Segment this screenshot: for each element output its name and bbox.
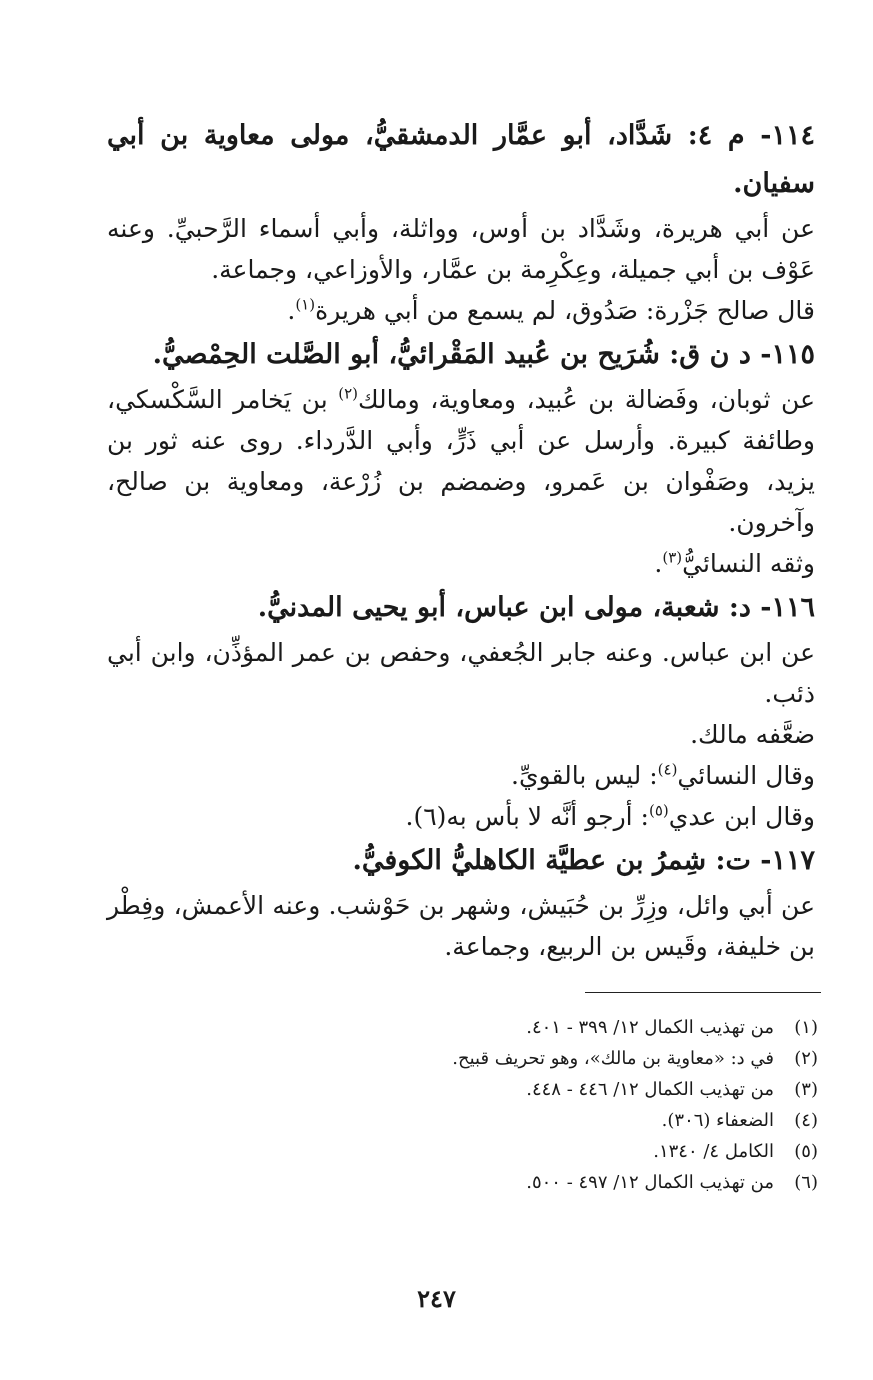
footnote-ref-3[interactable]: (٣) — [662, 548, 683, 567]
footnote-text: من تهذيب الكمال ١٢/ ٤٤٦ - ٤٤٨. — [526, 1079, 774, 1100]
entry-title-117: ١١٧- ت: شِمرُ بن عطيَّة الكاهليُّ الكوفيُّ. — [352, 845, 815, 876]
paragraph-tail: بن يَخامر السَّكْسكي، وطائفة كبيرة. وأرسل عن أبي ذَرٍّ، وأبي الدَّرداء. روى عنه ثور بن يزيد، وصَفْوان بن عَمرو، وضمضم بن زُرْعة، ومعاوية بن صالح، وآخرون. — [107, 385, 815, 537]
paragraph-tail: . — [287, 296, 296, 325]
footnote-ref-2[interactable]: (٢) — [338, 384, 358, 403]
footnote-number: (١) — [794, 1017, 818, 1038]
footnotes-list — [118, 1012, 818, 1198]
entry-title-114: ١١٤- م ٤: شَدَّاد، أبو عمَّار الدمشقيُّ، مولى معاوية بن أبي سفيان. — [107, 120, 815, 199]
footnote-ref-4[interactable]: (٤) — [657, 760, 678, 779]
entry-115-paragraph-1 — [107, 379, 815, 543]
footnote-text: الكامل ٤/ ١٣٤٠. — [653, 1141, 774, 1162]
entry-title-116: ١١٦- د: شعبة، مولى ابن عباس، أبو يحيى المدنيُّ. — [257, 592, 815, 623]
footnote-divider — [585, 992, 821, 993]
paragraph-text: قال صالح جَزْرة: صَدُوق، لم يسمع من أبي هريرة — [315, 296, 815, 325]
footnote-1 — [118, 1012, 818, 1043]
paragraph-tail: : أرجو أنَّه لا بأس به(٦). — [405, 802, 649, 831]
footnote-text: في د: «معاوية بن مالك»، وهو تحريف قبيح. — [452, 1048, 774, 1069]
entry-116-paragraph-2 — [107, 714, 815, 755]
footnote-5 — [118, 1136, 818, 1167]
paragraph-text: عن ثوبان، وفَضالة بن عُبيد، ومعاوية، ومالك — [357, 385, 815, 414]
paragraph-tail: : ليس بالقويِّ. — [511, 761, 658, 790]
footnote-text: من تهذيب الكمال ١٢/ ٣٩٩ - ٤٠١. — [526, 1017, 774, 1038]
entry-116-paragraph-1 — [107, 632, 815, 714]
paragraph-text: عن أبي هريرة، وشَدَّاد بن أوس، وواثلة، وأبي أسماء الرَّحبيِّ. وعنه عَوْف بن أبي جميلة، وعِكْرِمة بن عمَّار، والأوزاعي، وجماعة. — [107, 214, 815, 284]
footnote-ref-1[interactable]: (١) — [295, 295, 316, 314]
footnote-6 — [118, 1167, 818, 1198]
entry-117-paragraph-1 — [107, 885, 815, 967]
entry-115-paragraph-2 — [107, 543, 815, 584]
paragraph-text: عن أبي وائل، وزِرِّ بن حُبَيش، وشهر بن حَوْشب. وعنه الأعمش، وفِطْر بن خليفة، وقَيس بن الربيع، وجماعة. — [107, 891, 816, 961]
footnote-2 — [118, 1043, 818, 1074]
entry-116-paragraph-4 — [107, 796, 815, 837]
main-text — [107, 112, 815, 967]
paragraph-text: عن ابن عباس. وعنه جابر الجُعفي، وحفص بن عمر المؤذِّن، وابن أبي ذئب. — [107, 638, 815, 708]
footnote-ref-5[interactable]: (٥) — [648, 801, 669, 820]
footnote-number: (٤) — [794, 1110, 818, 1131]
paragraph-text: وقال ابن عدي — [668, 802, 815, 831]
footnote-number: (٢) — [794, 1048, 818, 1069]
page-number: ٢٤٧ — [417, 1284, 456, 1313]
paragraph-text: وثقه النسائيُّ — [682, 549, 815, 578]
footnote-3 — [118, 1074, 818, 1105]
footnote-text: الضعفاء (٣٠٦). — [661, 1110, 774, 1131]
entry-114-paragraph-2 — [107, 290, 815, 331]
entry-title-115: ١١٥- د ن ق: شُرَيح بن عُبيد المَقْرائيُّ، أبو الصَّلت الحِمْصيُّ. — [152, 339, 815, 370]
footnote-number: (٦) — [794, 1172, 818, 1193]
footnote-4 — [118, 1105, 818, 1136]
entry-116-paragraph-3 — [107, 755, 815, 796]
entry-114-paragraph-1 — [107, 208, 815, 290]
footnote-number: (٣) — [794, 1079, 818, 1100]
footnote-number: (٥) — [794, 1141, 818, 1162]
paragraph-text: ضعَّفه مالك. — [690, 720, 815, 749]
paragraph-tail: . — [654, 549, 663, 578]
paragraph-text: وقال النسائي — [677, 761, 815, 790]
footnote-text: من تهذيب الكمال ١٢/ ٤٩٧ - ٥٠٠. — [526, 1172, 774, 1193]
